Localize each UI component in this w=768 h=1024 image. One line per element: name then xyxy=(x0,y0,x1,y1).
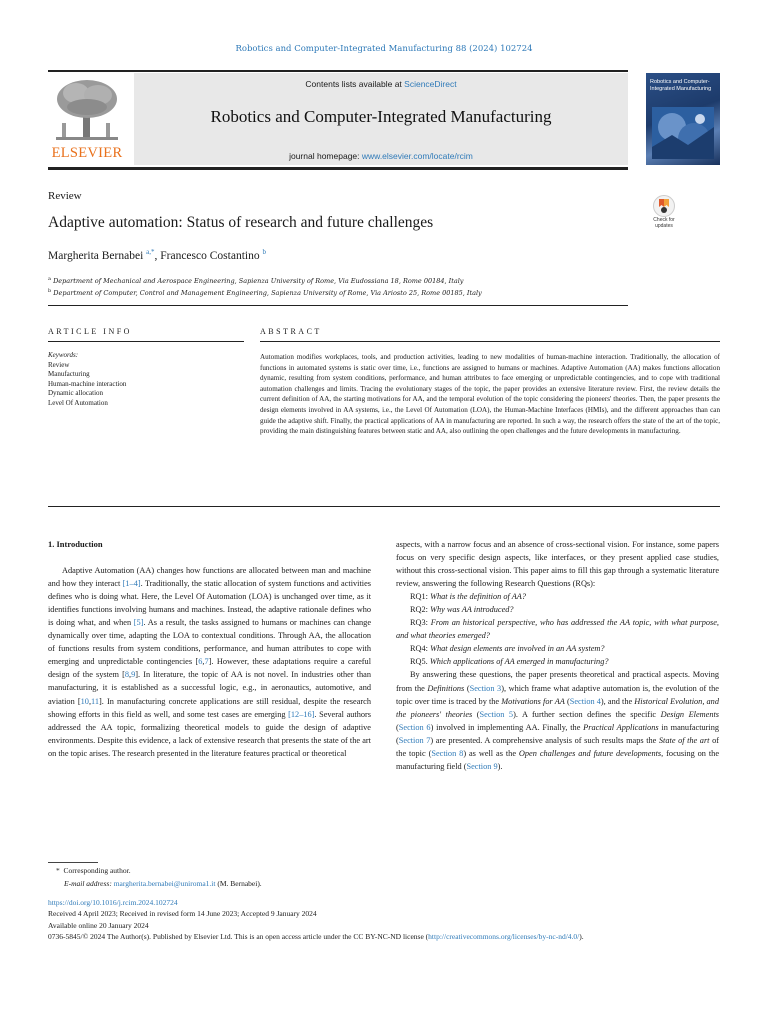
intro-emphasis: Definitions xyxy=(427,683,465,693)
section-link[interactable]: Section 9 xyxy=(466,761,498,771)
email-note xyxy=(64,879,262,888)
article-info-heading: ARTICLE INFO xyxy=(48,327,132,336)
intro-emphasis: Practical Applications xyxy=(583,722,659,732)
affiliations xyxy=(48,274,482,298)
affiliation-text: Department of Mechanical and Aerospace Engineering, Sapienza University of Rome, Via Eudossiana 18, Rome 00184, Italy xyxy=(53,277,464,286)
intro-text: ), and the xyxy=(600,696,635,706)
elsevier-wordmark: ELSEVIER xyxy=(51,145,123,161)
rq-label: RQ4: xyxy=(410,644,431,654)
citation-link[interactable]: [12–16] xyxy=(288,709,315,719)
license-text: ). xyxy=(579,932,584,942)
research-question-5 xyxy=(396,655,719,668)
footnote-mark: * xyxy=(56,866,60,875)
citation-link[interactable]: 6 xyxy=(198,657,203,667)
citation-link[interactable]: 9 xyxy=(131,670,136,680)
section-link[interactable]: Section 3 xyxy=(469,683,502,693)
author-affiliation-mark[interactable]: a,* xyxy=(146,248,155,256)
contents-line xyxy=(134,79,628,89)
journal-masthead xyxy=(134,73,628,165)
rq-label: RQ3: xyxy=(410,618,431,628)
intro-text: of the topic ( xyxy=(396,735,719,758)
elsevier-logo[interactable] xyxy=(48,77,126,165)
elsevier-tree-icon xyxy=(54,77,120,143)
homepage-prefix: journal homepage: xyxy=(289,151,362,161)
section-link[interactable]: Section 7 xyxy=(398,735,431,745)
cover-title: Robotics and Computer-Integrated Manufacturing xyxy=(650,79,712,92)
author-name: Francesco Costantino xyxy=(160,249,260,262)
intro-paragraph-2: By answering these questions, the paper presents theoretical and practical aspects. Moving from the Definitions (Section 3), which frame what adaptive automation is, the evolution of the topic over time is traced by the Motivations for AA (Section 4), and the Historical Evolution, and the pioneers' theories (Section 5). A further section defines the specific Design Elements (Section 6) involved in implementing AA. Finally, the Practical Applications in manufacturing (Section 7) are presented. A comprehensive analysis of such results maps the State of the art of the topic (Section 8) as well as the Open challenges and future developments, focusing on the manufacturing field (Section 9). xyxy=(396,670,720,771)
rq-label: RQ2: xyxy=(410,605,431,615)
intro-emphasis: State of the art xyxy=(658,735,710,745)
rq-text: Which applications of AA emerged in manufacturing? xyxy=(429,657,609,667)
intro-text: , xyxy=(202,657,205,667)
intro-paragraph-continued: aspects, with a narrow focus and an absence of cross-sectional vision. For instance, some papers focus on very specific design aspects, like interfaces, or they present applied case studies, without this cross-sectional vision. This paper aims to fill this gap through a systematic literature review, answering the following Research Questions (RQs): xyxy=(396,540,719,589)
author-list xyxy=(48,248,266,262)
intro-text: ) involved in implementing AA. Finally, the xyxy=(430,722,584,732)
intro-paragraph xyxy=(48,564,371,760)
intro-text: ). A further section defines the specific xyxy=(513,709,661,719)
intro-text: in manufacturing ( xyxy=(396,722,720,745)
keyword-item: Human-machine interaction xyxy=(48,379,127,388)
check-updates-line2: updates xyxy=(655,222,673,229)
intro-text: ]. In manufacturing concrete applications are still residual, despite the research showing efforts in this field as well, and some test cases are emerging xyxy=(48,696,371,719)
intro-text: ) as well as the xyxy=(463,748,519,758)
intro-text: ]. In literature, the topic of AA is not novel. In industries other than manufacturing, it is established as a successful logic, e.g., in aeronautics, automotive, and aviation [ xyxy=(48,670,371,706)
header-rule-top xyxy=(48,70,628,72)
bookmark-icon xyxy=(654,196,674,216)
section-link[interactable]: Section 5 xyxy=(479,709,514,719)
check-updates-icon xyxy=(653,195,675,217)
citation-link[interactable]: 7 xyxy=(204,657,209,667)
check-for-updates-button[interactable] xyxy=(648,195,680,231)
rq-text: Why was AA introduced? xyxy=(430,605,514,615)
contents-prefix: Contents lists available at xyxy=(305,79,405,89)
intro-text: ). xyxy=(497,761,503,771)
rq-text: What is the definition of AA? xyxy=(430,592,527,602)
section-link[interactable]: Section 8 xyxy=(431,748,464,758)
email-link[interactable]: margherita.bernabei@uniroma1.it xyxy=(113,879,216,888)
keyword-item: Manufacturing xyxy=(48,370,90,379)
research-question-1 xyxy=(396,590,719,603)
intro-text: ]. However, these adaptations require a careful design of the system [ xyxy=(48,657,371,680)
abstract-heading: ABSTRACT xyxy=(260,327,322,336)
available-online: Available online 20 January 2024 xyxy=(48,920,149,930)
abstract-bottom-rule xyxy=(48,506,720,507)
homepage-line xyxy=(134,151,628,161)
affiliation-mark: a xyxy=(48,276,51,282)
doi-link[interactable]: https://doi.org/10.1016/j.rcim.2024.102724 xyxy=(48,898,178,907)
rq-label: RQ1: xyxy=(410,592,431,602)
email-suffix: (M. Bernabei). xyxy=(215,879,262,888)
affiliation-a xyxy=(48,274,482,286)
keywords-label: Keywords: xyxy=(48,351,79,359)
sciencedirect-link[interactable]: ScienceDirect xyxy=(404,79,457,89)
author-affiliation-mark[interactable]: b xyxy=(262,248,266,256)
journal-reference[interactable]: Robotics and Computer-Integrated Manufacturing 88 (2024) 102724 xyxy=(235,44,533,54)
citation-link[interactable]: [5] xyxy=(133,618,144,628)
research-question-2 xyxy=(396,603,719,616)
citation-link[interactable]: 8 xyxy=(124,670,130,680)
citation-link[interactable]: [1–4] xyxy=(122,579,141,589)
license-text: 0736-5845/© 2024 The Author(s). Published by Elsevier Ltd. This is an open access article under the CC BY-NC-ND license ( xyxy=(48,932,429,942)
check-updates-label xyxy=(648,218,680,229)
author-name: Margherita Bernabei xyxy=(48,249,144,262)
article-title: Adaptive automation: Status of research and future challenges xyxy=(48,214,434,231)
affiliation-text: Department of Computer, Control and Management Engineering, Sapienza University of Rome, Via Ariosto 25, Rome 00185, Italy xyxy=(53,289,482,298)
rq-label: RQ5. xyxy=(410,657,430,667)
citation-link[interactable]: 10 xyxy=(80,696,89,706)
citation-link[interactable]: 11 xyxy=(91,696,100,706)
intro-text: ) are presented. A comprehensive analysis of such results maps the xyxy=(430,735,659,745)
license-statement xyxy=(48,931,720,942)
research-question-4 xyxy=(396,642,719,655)
intro-text: . Several authors addressed the AA topic, formalizing theoretical models to guide the design of adaptive environments. Despite this evidence, a lack of extensive research that presents the state of the art on the topic arises. The research presented in the literature features practical or theoretical xyxy=(48,709,371,758)
intro-text: , xyxy=(129,670,132,680)
keyword-item: Level Of Automation xyxy=(48,398,108,407)
footnote-separator xyxy=(48,862,98,863)
intro-emphasis: Open challenges and future developments xyxy=(518,748,662,758)
intro-text: , xyxy=(88,696,92,706)
cover-art-icon xyxy=(652,107,714,159)
article-type: Review xyxy=(48,190,82,202)
intro-emphasis: Historical Evolution, and the pioneers' theories xyxy=(396,696,719,719)
section-heading-introduction: 1. Introduction xyxy=(48,539,103,549)
article-info-rule xyxy=(48,341,244,342)
keywords-list xyxy=(48,351,126,409)
journal-cover-image[interactable] xyxy=(646,73,720,165)
journal-title: Robotics and Computer-Integrated Manufacturing xyxy=(210,107,552,126)
rq-text: What design elements are involved in an AA system? xyxy=(430,644,605,654)
body-column-right xyxy=(396,538,719,773)
intro-text: . Traditionally, the static allocation of system functions and activities defines who is doing what. Here, the Level Of Automation (LOA) is unchanged over time, as it identifies functions involving humans and machines. Instead, the adaptive rationale defines who is doing what, and when xyxy=(48,579,371,628)
header-rule-bottom xyxy=(48,167,628,170)
intro-emphasis: Design Elements xyxy=(660,709,720,719)
author-separator: , xyxy=(154,249,161,262)
body-column-left xyxy=(48,538,371,760)
intro-text: By answering these questions, the paper presents theoretical and practical aspects. Moving from the xyxy=(396,670,719,693)
intro-text: Adaptive Automation (AA) changes how functions are allocated between man and machine and how they interact xyxy=(48,566,371,589)
intro-text: . As a result, the tasks assigned to humans or machines can change dynamically over time, adapting the LOA to contextual conditions. Through AA, the allocation of functions results from system conditions, performance, and human attributes to cope with emerging and unpredictable contingencies [ xyxy=(48,618,372,667)
footnote-text: Corresponding author. xyxy=(63,866,131,875)
email-label: E-mail address: xyxy=(64,879,114,888)
intro-emphasis: Motivations for AA xyxy=(501,696,565,706)
affiliation-b xyxy=(48,286,482,298)
intro-text: ), which frame what adaptive automation is, the evolution of the topic over time is traced by the xyxy=(396,683,719,706)
affiliation-rule xyxy=(48,305,628,306)
check-updates-line1: Check for xyxy=(653,217,675,223)
abstract-rule xyxy=(260,341,720,342)
affiliation-mark: b xyxy=(48,288,52,295)
intro-text: , focusing on the manufacturing field ( xyxy=(396,748,720,771)
article-metadata xyxy=(48,897,720,943)
journal-header xyxy=(48,73,628,165)
received-dates: Received 4 April 2023; Received in revised form 14 June 2023; Accepted 9 January 2024 xyxy=(48,909,317,919)
rq-text: From an historical perspective, who has addressed the AA topic, with what purpose, and what theories emerged? xyxy=(396,618,719,641)
research-question-3 xyxy=(396,616,719,642)
journal-homepage-link[interactable]: www.elsevier.com/locate/rcim xyxy=(361,151,473,161)
corresponding-author-note xyxy=(56,866,131,875)
license-link[interactable]: http://creativecommons.org/licenses/by-nc-nd/4.0/ xyxy=(428,932,580,942)
keyword-item: Dynamic allocation xyxy=(48,389,104,398)
section-link[interactable]: Section 4 xyxy=(569,696,601,706)
section-link[interactable]: Section 6 xyxy=(398,722,431,732)
abstract-text: Automation modifies workplaces, tools, and production activities, leading to new modalities of human-machine interaction. Traditionally, the allocation of functions in automated systems is static over time, i.e., functions are assigned to humans or machines. Adaptive Automation (AA) makes functions allocation dynamic, resulting from system conditions, performance, and human attributes to face emerging or unpredictable contingencies, and to cope with traditional automation challenges and limits. Tracing the evolutionary stages of the topic, the paper provides an extensive literature review. First, the review details the current definition of AA, the starting motivations for AA, and the temporal evolution of the topic considering the pioneers' theories. Then, the paper presents the design elements involved in AA systems, i.e., the Level Of Automation (LOA), the Human-Machine Interfaces (HMIs), and the different approaches than can guide the adaptive shift. Finally, the practical applications of AA in manufacturing are reported. In such a way, the research offers the state of the art of the topic, providing the main distinguishing features between static and AA, also outlining the open challenges and the future developments in manufacturing. xyxy=(260,353,720,436)
keyword-item: Review xyxy=(48,360,70,369)
